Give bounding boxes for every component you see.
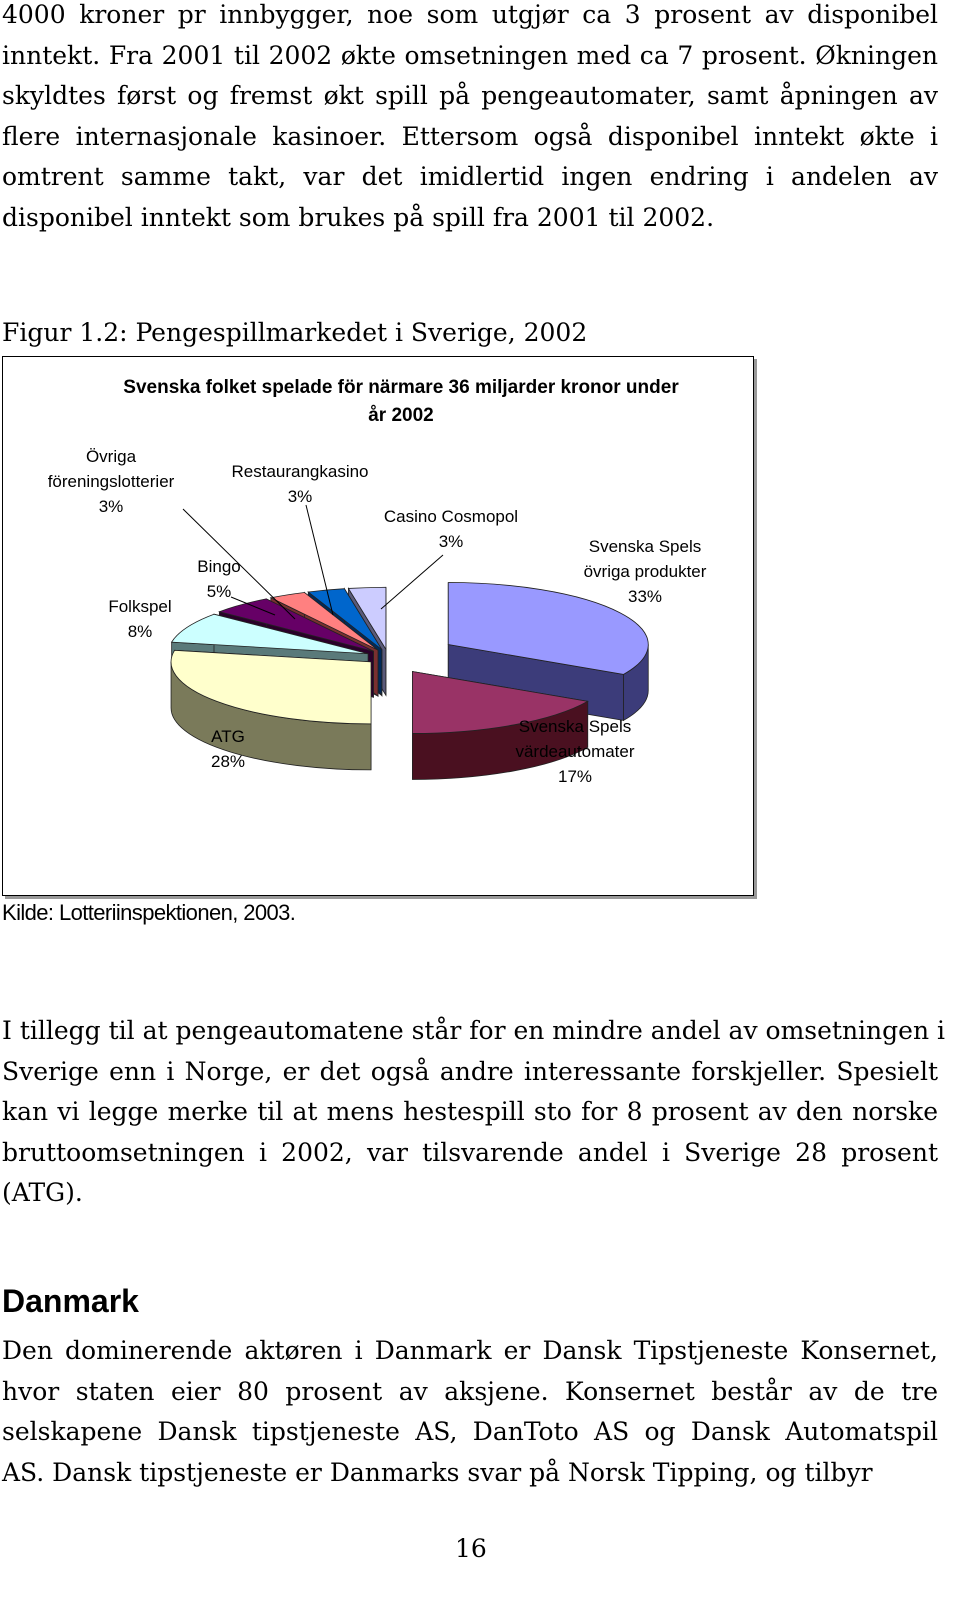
paragraph-1	[2, 0, 938, 238]
slice-label: Folkspel	[108, 597, 172, 616]
paragraph-2	[2, 1011, 945, 1214]
text-line: bruttoomsetningen i 2002, var tilsvarende andel i Sverige 28 prosent	[2, 1137, 938, 1167]
text-line: kan vi legge merke til at mens hestespill sto for 8 prosent av den norske	[2, 1097, 938, 1126]
text-line: omtrent samme takt, var det imidlertid ingen endring i andelen av	[2, 162, 938, 191]
text-line: inntekt. Fra 2001 til 2002 økte omsetningen med ca 7 prosent. Økningen	[2, 40, 938, 70]
slice-label: Övriga	[85, 447, 137, 466]
slice-value-label: 3%	[287, 487, 313, 506]
pie-chart	[2, 356, 754, 896]
text-line: disponibel inntekt som brukes på spill fra 2001 til 2002.	[2, 202, 715, 232]
slice-value-label: 3%	[98, 497, 124, 516]
text-line: Den dominerende aktøren i Danmark er Dansk Tipstjeneste Konsernet,	[2, 1336, 938, 1365]
text-line: flere internasjonale kasinoer. Ettersom også disponibel inntekt økte i	[2, 121, 938, 151]
slice-value-label: 28%	[210, 752, 246, 771]
pie-chart-svg	[3, 357, 753, 895]
source-note: Kilde: Lotteriinspektionen, 2003.	[2, 900, 296, 925]
chart-title-line: Svenska folket spelade för närmare 36 miljarder kronor under	[123, 377, 679, 398]
text-line: 4000 kroner pr innbygger, noe som utgjør ca 3 prosent av disponibel	[2, 0, 938, 29]
slice-value-label: 5%	[206, 582, 232, 601]
slice-label: Svenska Spels	[588, 537, 702, 556]
text-line: selskapene Dansk tipstjeneste AS, DanToto AS og Dansk Automatspil	[2, 1417, 938, 1446]
slice-value-label: 8%	[127, 622, 153, 641]
figure-caption: Figur 1.2: Pengespillmarkedet i Sverige, 2002	[2, 318, 588, 347]
slice-label: Restaurangkasino	[231, 462, 369, 481]
chart-title-line: år 2002	[368, 405, 434, 426]
slice-label: Svenska Spels	[518, 717, 632, 736]
slice-label: Casino Cosmopol	[383, 507, 519, 526]
slice-label: övriga produkter	[583, 562, 707, 581]
slice-label: värdeautomater	[515, 742, 635, 761]
text-line: skyldtes først og fremst økt spill på pengeautomater, samt åpningen av	[2, 81, 938, 110]
page-number: 16	[455, 1534, 487, 1563]
pie-slice	[171, 650, 371, 770]
slice-value-label: 17%	[557, 767, 593, 786]
text-line: AS. Dansk tipstjeneste er Danmarks svar på Norsk Tipping, og tilbyr	[2, 1457, 873, 1487]
slice-value-label: 3%	[438, 532, 464, 551]
text-line: (ATG).	[2, 1178, 83, 1207]
slice-value-label: 33%	[627, 587, 663, 606]
section-heading: Danmark	[2, 1283, 139, 1319]
slice-label: Bingo	[197, 557, 241, 576]
text-line: hvor staten eier 80 prosent av aksjene. Konsernet består av de tre	[2, 1376, 938, 1406]
slice-label: ATG	[211, 727, 245, 746]
text-line: I tillegg til at pengeautomatene står for en mindre andel av omsetningen i	[2, 1016, 945, 1045]
leader-line	[381, 555, 443, 609]
slice-label: föreningslotterier	[47, 472, 175, 491]
text-line: Sverige enn i Norge, er det også andre interessante forskjeller. Spesielt	[2, 1056, 938, 1086]
paragraph-3	[2, 1331, 938, 1493]
